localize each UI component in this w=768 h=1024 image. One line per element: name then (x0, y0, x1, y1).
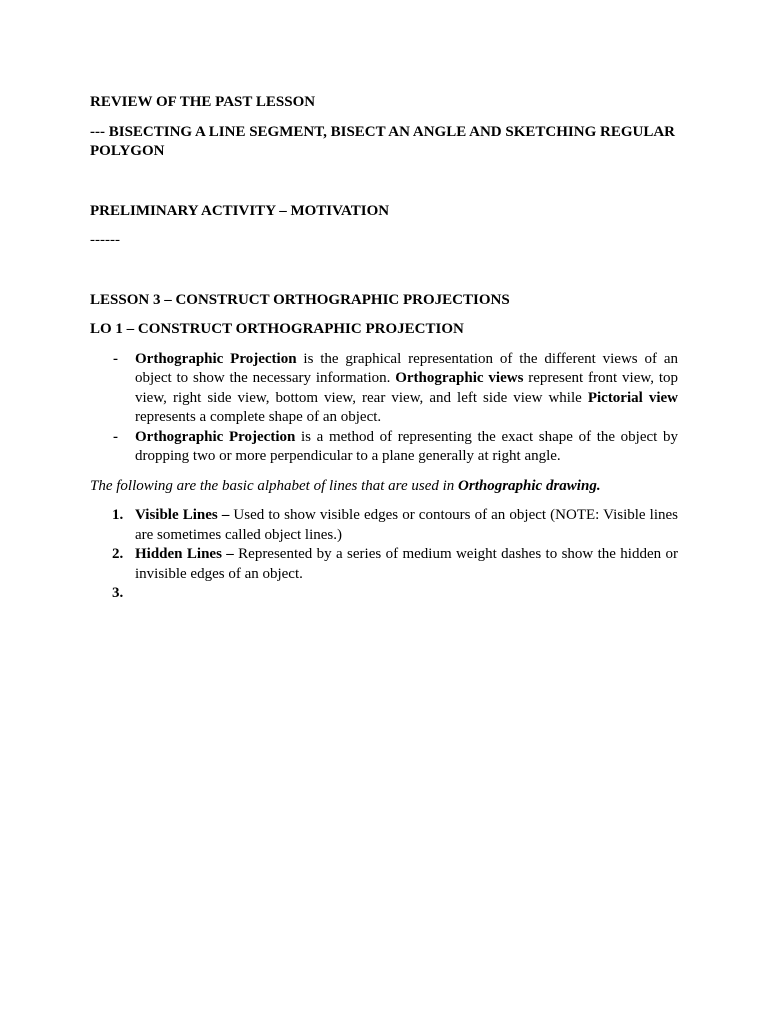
review-topics: --- BISECTING A LINE SEGMENT, BISECT AN ANGLE AND SKETCHING REGULAR POLYGON (90, 123, 675, 159)
line-type-description: Used to show visible edges or contours of an object (NOTE: Visible lines are sometimes called object lines.) (135, 507, 678, 543)
document-page (90, 93, 678, 604)
term: Orthographic views (395, 370, 524, 386)
list-number: 1. (112, 507, 124, 523)
list-item (90, 584, 678, 604)
line-type-term: Hidden Lines – (135, 546, 234, 562)
spacer (90, 261, 678, 291)
definition-list (90, 350, 678, 467)
line-type-term: Visible Lines – (135, 507, 230, 523)
bullet-marker: - (113, 428, 118, 445)
lines-list (90, 506, 678, 604)
definition-text: represents a complete shape of an object. (135, 409, 382, 425)
preliminary-placeholder: ------ (90, 232, 120, 248)
lines-intro (90, 477, 678, 497)
definition-text: is the graphical representation of the different views of an object to show the necessary information. (135, 350, 678, 386)
preliminary-title: PRELIMINARY ACTIVITY – MOTIVATION (90, 202, 390, 219)
list-number: 3. (112, 585, 124, 601)
list-item (90, 428, 678, 467)
definition-text: is a method of representing the exact shape of the object by dropping two or more perpendicular to a plane generally at right angle. (135, 428, 678, 464)
bullet-marker: - (113, 350, 118, 367)
list-item (90, 506, 678, 545)
review-title: REVIEW OF THE PAST LESSON (90, 94, 316, 110)
list-item (90, 350, 678, 428)
learning-objective: LO 1 – CONSTRUCT ORTHOGRAPHIC PROJECTION (90, 321, 464, 337)
intro-emphasis: Orthographic drawing. (458, 477, 601, 494)
lesson-title: LESSON 3 – CONSTRUCT ORTHOGRAPHIC PROJECTIONS (90, 291, 510, 308)
term: Pictorial view (587, 389, 678, 406)
list-number: 2. (112, 546, 124, 562)
intro-text: The following are the basic alphabet of lines that are used in (90, 477, 459, 494)
definition-text: represent front view, top view, right side view, bottom view, rear view, and left side view while (135, 370, 678, 406)
list-item (90, 545, 678, 584)
spacer (90, 172, 678, 202)
term: Orthographic Projection (135, 428, 296, 445)
line-type-description: Represented by a series of medium weight dashes to show the hidden or invisible edges of an object. (135, 546, 679, 582)
term: Orthographic Projection (135, 350, 297, 367)
